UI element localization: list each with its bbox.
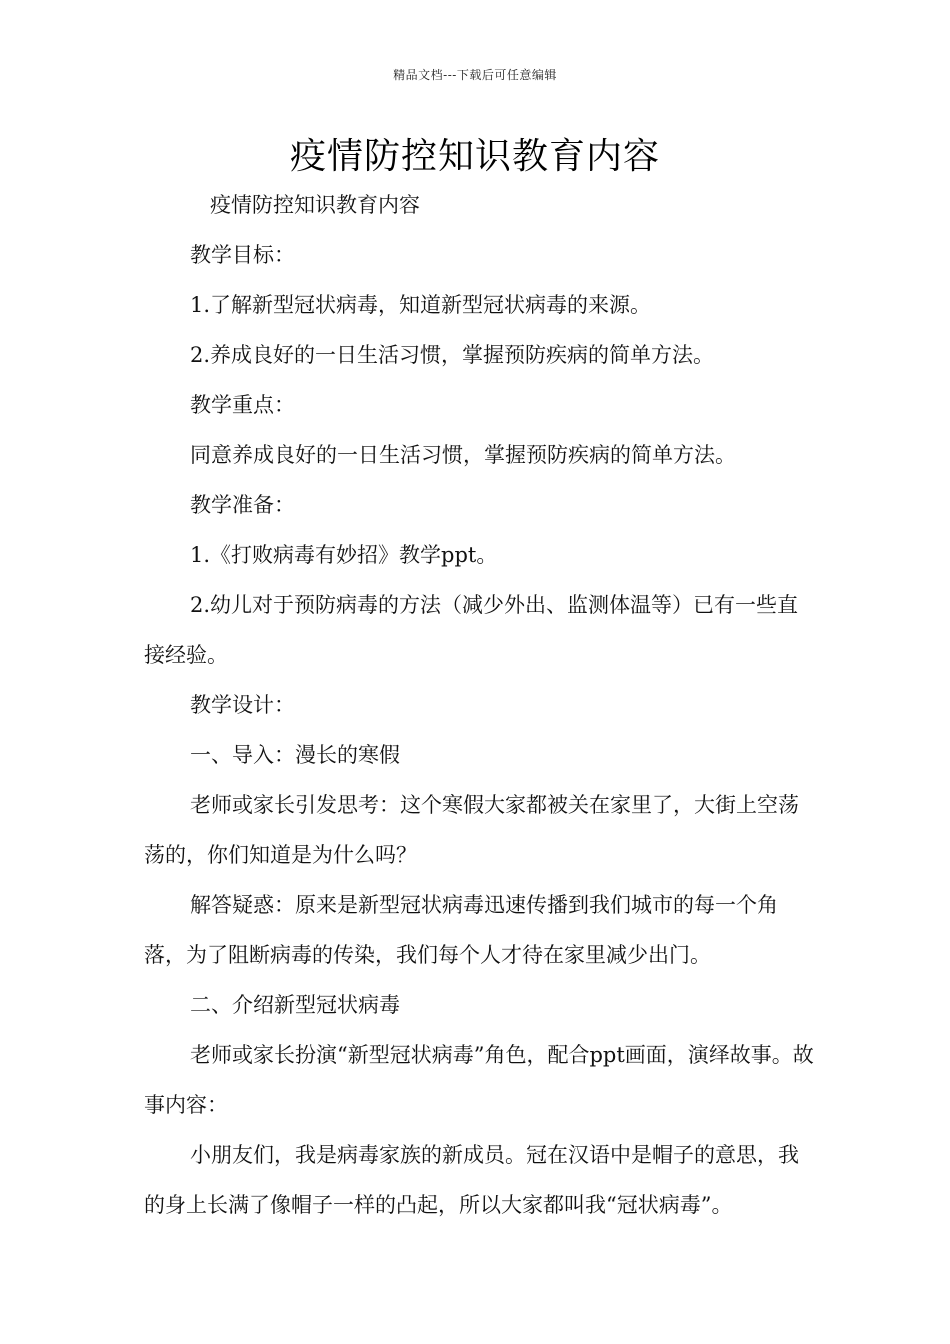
paragraph-objectives-heading: 教学目标： — [190, 243, 295, 267]
paragraph-prompt-question: 老师或家长引发思考：这个寒假大家都被关在家里了，大街上空荡荡的，你们知道是为什么吗？ — [144, 793, 799, 867]
paragraph-key-points: 同意养成良好的一日生活习惯，掌握预防疾病的简单方法。 — [190, 443, 736, 467]
paragraph-story: 小朋友们，我是病毒家族的新成员。冠在汉语中是帽子的意思，我的身上长满了像帽子一样的凸起，所以大家都叫我“冠状病毒”。 — [144, 1143, 799, 1217]
paragraph-objective-2: 2.养成良好的一日生活习惯，掌握预防疾病的简单方法。 — [190, 343, 715, 367]
paragraph-preparation-2: 2.幼儿对于预防病毒的方法（减少外出、监测体温等）已有一些直接经验。 — [144, 593, 799, 667]
paragraph-key-points-heading: 教学重点： — [190, 393, 295, 417]
header-note: 精品文档---下载后可任意编辑 — [393, 68, 557, 82]
paragraph-design-heading: 教学设计： — [190, 693, 295, 717]
document-title: 疫情防控知识教育内容 — [289, 136, 660, 177]
paragraph-section-2-heading: 二、介绍新型冠状病毒 — [190, 993, 400, 1017]
paragraph-objective-1: 1.了解新型冠状病毒，知道新型冠状病毒的来源。 — [190, 293, 652, 317]
paragraph-preparation-1: 1.《打败病毒有妙招》教学ppt。 — [190, 543, 498, 567]
paragraph-preparation-heading: 教学准备： — [190, 493, 295, 517]
document-body — [144, 180, 814, 1230]
paragraph-role-play: 老师或家长扮演“新型冠状病毒”角色，配合ppt画面，演绎故事。故事内容： — [144, 1043, 814, 1117]
paragraph-answer: 解答疑惑：原来是新型冠状病毒迅速传播到我们城市的每一个角落，为了阻断病毒的传染，我们每个人才待在家里减少出门。 — [144, 893, 778, 967]
paragraph-section-1-heading: 一、导入：漫长的寒假 — [190, 743, 400, 767]
paragraph-subtitle: 疫情防控知识教育内容 — [210, 193, 420, 217]
